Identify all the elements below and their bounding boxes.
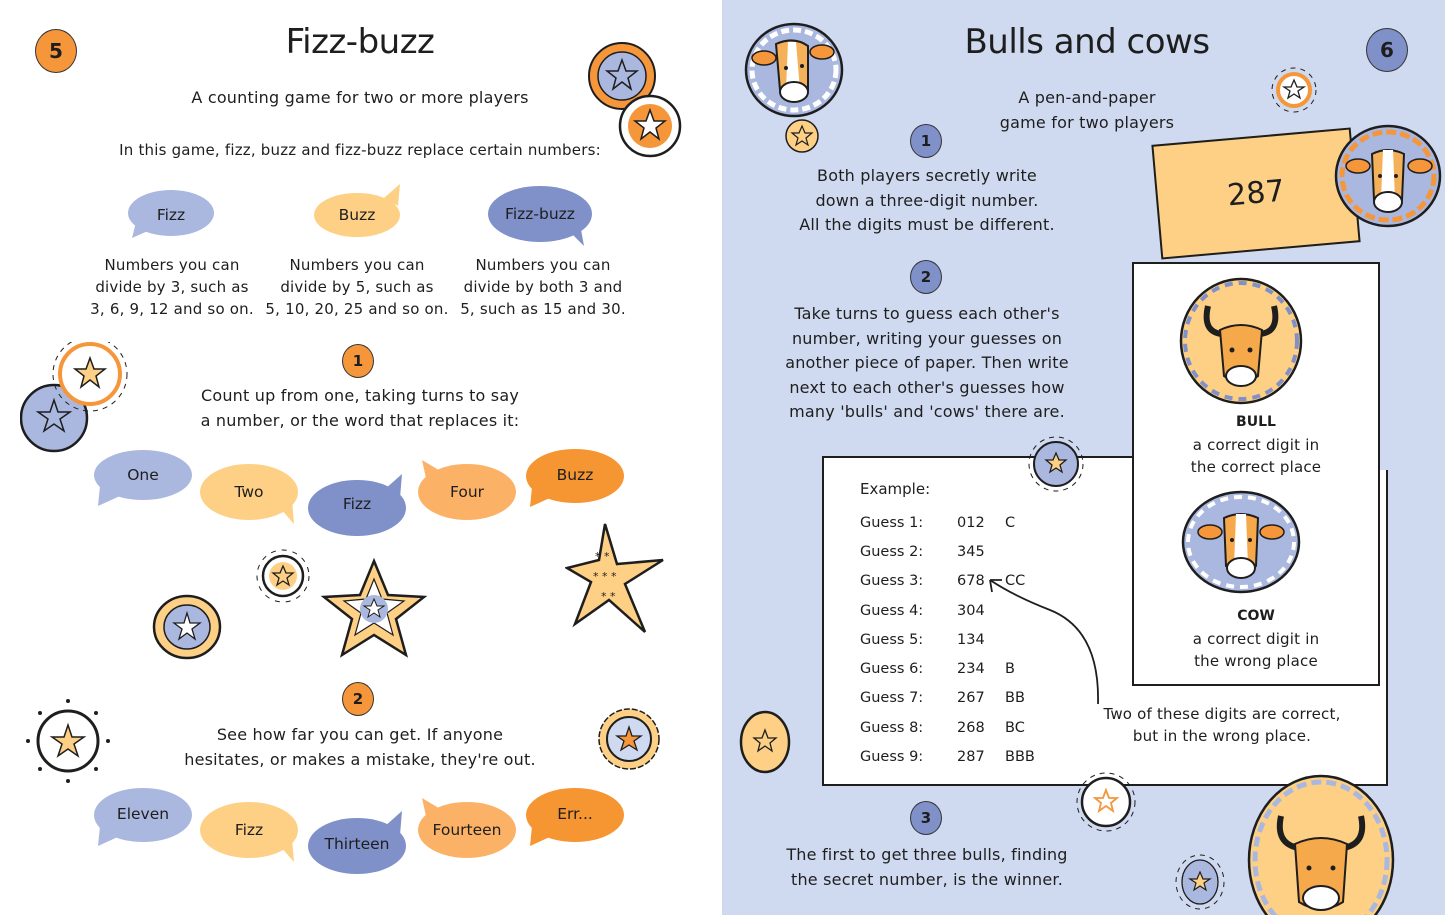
intro-text: In this game, fizz, buzz and fizz-buzz replace certain numbers: xyxy=(119,141,601,159)
speech-bubble-fizz-2: Fizz xyxy=(200,802,298,858)
step-2-badge: 2 xyxy=(342,682,374,716)
speech-bubble-one: One xyxy=(94,450,192,504)
left-page xyxy=(0,0,722,915)
sheriff-star-icon xyxy=(318,555,430,660)
small-coin-star-icon xyxy=(255,548,315,608)
guess-row: Guess 5: 134 xyxy=(860,631,985,648)
page-number-badge xyxy=(1366,28,1408,72)
speech-bubble-err: Err... xyxy=(526,788,624,844)
cow-label: COW xyxy=(1237,608,1275,624)
speech-bubble-fourteen: Fourteen xyxy=(418,802,516,858)
speech-bubble-buzz: Buzz xyxy=(314,192,400,238)
flower-coin-icon xyxy=(595,705,665,775)
star-coin-top-icon xyxy=(1026,434,1086,494)
definition-buzz: Numbers you can divide by 5, such as 5, 10, 20, 25 and so on. xyxy=(265,256,449,318)
step-1-badge: 1 xyxy=(910,124,942,158)
speech-bubble-fizz-buzz: Fizz-buzz xyxy=(488,186,592,242)
speech-bubble-two: Two xyxy=(200,464,298,520)
page-title: Bulls and cows xyxy=(964,22,1210,62)
guess-row: Guess 6: 234 B xyxy=(860,661,1015,678)
page-title: Fizz-buzz xyxy=(285,22,435,62)
guess-row: Guess 8: 268 BC xyxy=(860,719,1025,736)
step-2-text: See how far you can get. If anyone hesitates, or makes a mistake, they're out. xyxy=(184,725,536,769)
step-1-text: Both players secretly write down a three-digit number. All the digits must be different. xyxy=(799,166,1055,234)
cow-legend-icon xyxy=(1178,488,1304,598)
arrow-icon xyxy=(980,570,1110,710)
guess-row: Guess 1: 012 C xyxy=(860,514,1016,531)
cow-description: a correct digit in the wrong place xyxy=(1192,630,1320,670)
secret-number-card xyxy=(1151,128,1360,260)
cow-medallion-icon xyxy=(742,20,862,160)
guess-row: Guess 2: 345 xyxy=(860,543,985,560)
patterned-star-icon xyxy=(565,520,670,640)
svg-text:* *: * * xyxy=(595,550,610,563)
bull-medallion-bottom-icon xyxy=(1245,770,1445,915)
cow-medallion-right-icon xyxy=(1332,122,1445,232)
dotted-star-coin-icon xyxy=(20,697,115,787)
coins-left-decoration-icon xyxy=(20,342,130,457)
definition-fizz-buzz: Numbers you can divide by both 3 and 5, such as 15 and 30. xyxy=(460,256,626,318)
right-page xyxy=(722,0,1445,915)
small-star-coin-icon xyxy=(1270,66,1318,114)
svg-text:* *: * * xyxy=(601,590,616,603)
guess-row: Guess 7: 267 BB xyxy=(860,690,1025,707)
guess-row: Guess 4: 304 xyxy=(860,602,985,619)
bull-description: a correct digit in the correct place xyxy=(1190,436,1322,476)
definition-fizz: Numbers you can divide by 3, such as 3, 6, 9, 12 and so on. xyxy=(90,256,254,318)
speech-bubble-buzz-1: Buzz xyxy=(526,449,624,505)
subtitle: A counting game for two or more players xyxy=(191,88,529,107)
subtitle: A pen-and-paper game for two players xyxy=(999,88,1175,132)
guess-row: Guess 9: 287 BBB xyxy=(860,749,1035,766)
svg-text:* * *: * * * xyxy=(593,570,617,583)
step-1-text: Count up from one, taking turns to say a number, or the word that replaces it: xyxy=(200,386,520,430)
speech-bubble-fizz: Fizz xyxy=(128,192,214,238)
secret-number: 287 xyxy=(1225,173,1287,214)
page-number: 5 xyxy=(49,39,63,63)
speech-bubble-fizz-1: Fizz xyxy=(308,478,406,534)
bull-medallion-icon xyxy=(1178,276,1304,406)
example-heading: Example: xyxy=(860,480,931,498)
speech-bubble-eleven: Eleven xyxy=(94,788,192,844)
speech-bubble-thirteen: Thirteen xyxy=(308,815,406,873)
step-2-badge: 2 xyxy=(910,260,942,294)
star-coin-left-icon xyxy=(738,708,792,778)
patterned-coin-icon xyxy=(150,593,225,661)
star-coin-bottom-icon xyxy=(1074,770,1138,834)
page-number: 6 xyxy=(1380,38,1394,62)
speech-bubble-four: Four xyxy=(418,464,516,520)
page-number-badge xyxy=(35,29,77,73)
step-1-badge: 1 xyxy=(342,344,374,378)
step-3-text: The first to get three bulls, finding the secret number, is the winner. xyxy=(786,845,1068,889)
step-2-text: Take turns to guess each other's number, writing your guesses on another piece of paper. Then write next to each other's guesses how many 'bulls' and 'cows' there are. xyxy=(785,304,1069,421)
example-annotation: Two of these digits are correct, but in the wrong place. xyxy=(1103,705,1341,745)
guess-row: Guess 3: 678 CC xyxy=(860,573,1026,590)
coin-stars-decoration-icon xyxy=(585,40,685,165)
bulls-cows-legend-card xyxy=(1132,262,1380,686)
example-card-edge xyxy=(1380,470,1388,688)
bull-label: BULL xyxy=(1236,414,1276,430)
step-3-badge: 3 xyxy=(910,801,942,835)
star-coin-small-icon xyxy=(1172,852,1228,912)
